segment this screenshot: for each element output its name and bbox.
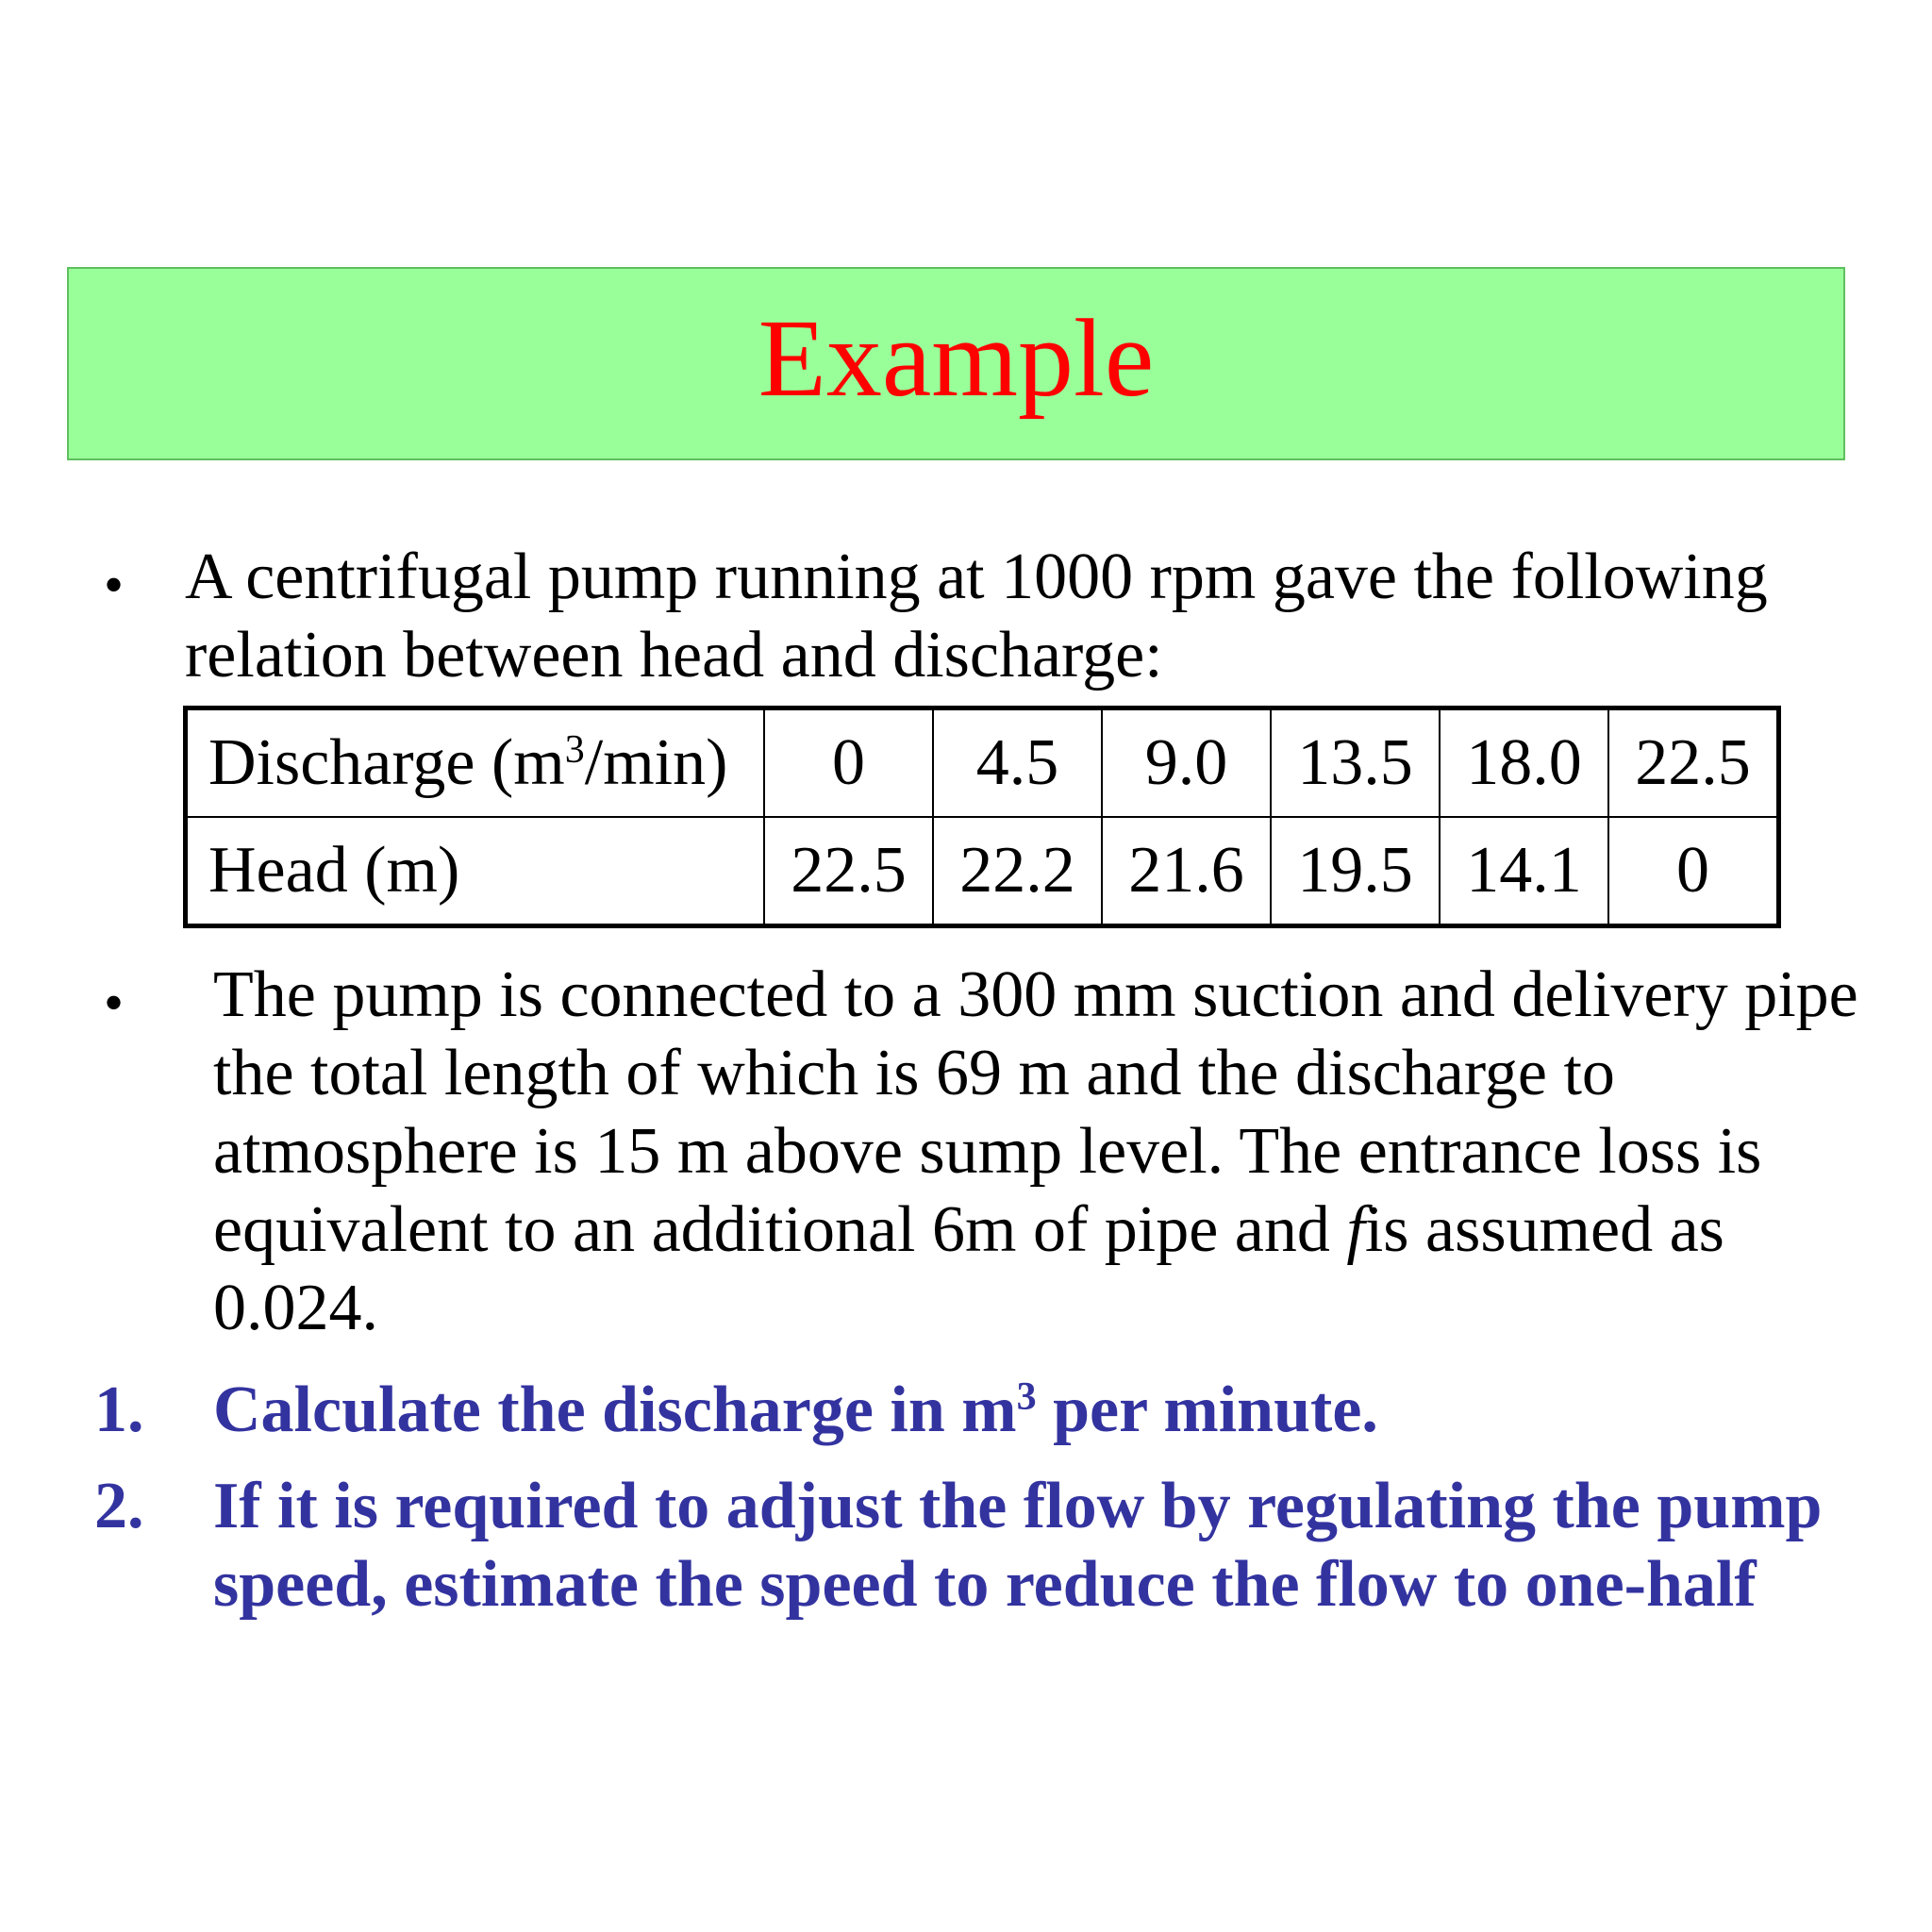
text-line: If it is required to adjust the flow by regulating the pump [213, 1470, 1823, 1542]
table-row-discharge [186, 708, 1779, 818]
bullet-paragraph-pump-description [185, 538, 1883, 694]
slide-title: Example [758, 295, 1155, 420]
text-line: 0.024. [213, 1272, 378, 1344]
table-cell: 19.5 [1271, 817, 1440, 926]
table-cell: 13.5 [1271, 708, 1440, 818]
table-cell: 0 [1608, 817, 1779, 926]
title-bar [67, 267, 1845, 460]
text-line: atmosphere is 15 m above sump level. The entrance loss is [213, 1115, 1762, 1188]
table-cell: 0 [764, 708, 933, 818]
table-cell: 22.5 [764, 817, 933, 926]
friction-factor-symbol: f [1346, 1193, 1365, 1266]
bullet-icon: • [104, 554, 125, 616]
row-header-discharge: Discharge $(m^3/\min)$ [186, 708, 765, 818]
bullet-icon: • [104, 972, 125, 1034]
bullet-paragraph-pipe-description [213, 956, 1902, 1347]
row-header-head: Head (m) [186, 817, 765, 926]
text-line: The pump is connected to a 300 mm suction and delivery pipe [213, 958, 1858, 1031]
table-cell: 21.6 [1102, 817, 1271, 926]
table-cell: 4.5 [933, 708, 1102, 818]
text-line: equivalent to an additional 6m of pipe and fis assumed as [213, 1193, 1724, 1266]
head-discharge-table [183, 706, 1781, 928]
text-line: speed, estimate the speed to reduce the flow to one-half [213, 1548, 1757, 1621]
question-number: 2. [94, 1470, 144, 1542]
question-1: Calculate the discharge in $m^3$ per minute. [213, 1374, 1378, 1446]
text-line: relation between head and discharge: [185, 619, 1163, 691]
table-cell: 9.0 [1102, 708, 1271, 818]
table-cell: 22.5 [1608, 708, 1779, 818]
question-2 [213, 1467, 1892, 1624]
table-cell: 18.0 [1440, 708, 1608, 818]
text-line: the total length of which is 69 m and the discharge to [213, 1037, 1615, 1109]
text-line: A centrifugal pump running at 1000 rpm gave the following [185, 541, 1768, 613]
table-row-head [186, 817, 1779, 926]
table-cell: 14.1 [1440, 817, 1608, 926]
table-cell: 22.2 [933, 817, 1102, 926]
question-number: 1. [94, 1374, 144, 1446]
